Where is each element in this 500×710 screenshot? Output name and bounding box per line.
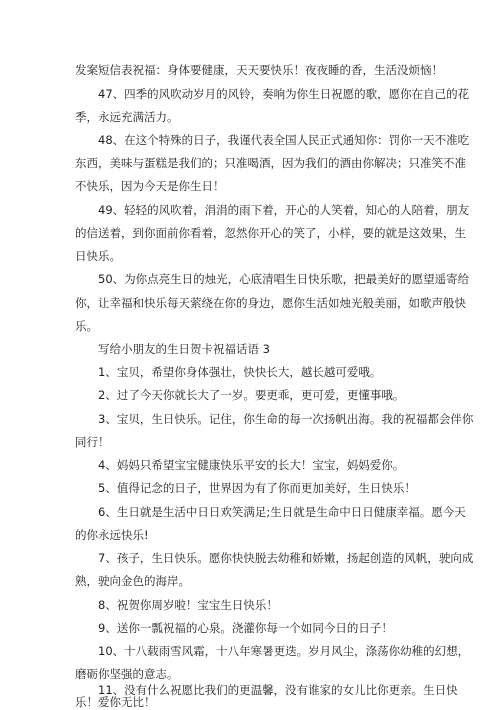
text-line: 9、送你一瓢祝福的心泉。浇灌你每一个如同今日的日子！ (98, 621, 393, 635)
text-line: 6、生日就是生活中日日欢笑满足;生日就是生命中日日健康幸福。愿今天 (98, 505, 466, 519)
text-line: 4、妈妈只希望宝宝健康快乐平安的长大！宝宝，妈妈爱你。 (98, 458, 405, 472)
text-line: 熟，驶向金色的海岸。 (75, 574, 190, 588)
text-line: 乐。 (75, 319, 98, 333)
text-line: 10、十八载雨雪风霜，十八年寒暑更迭。岁月风尘，涤荡你幼稚的幻想， (98, 644, 470, 658)
text-line: 5、值得记念的日子，世界因为有了你而更加美好，生日快乐！ (98, 481, 416, 495)
text-line: 8、祝贺你周岁啦！宝宝生日快乐！ (98, 598, 278, 612)
text-line: 季，永远充满活力。 (75, 110, 179, 124)
text-line: 东西，美味与蛋糕是我们的；只准喝酒，因为我们的酒由你解决；只准笑不准 (75, 156, 466, 170)
text-line: 发案短信表祝福：身体要健康，天天要快乐！夜夜睡的香，生活没烦恼！ (75, 63, 443, 77)
text-line: 7、孩子，生日快乐。愿你快快脱去幼稚和娇嫩，扬起创造的风帆，驶向成 (98, 551, 474, 565)
text-line: 的你永远快乐! (75, 528, 149, 542)
text-line: 49、轻轻的风吹着，涓涓的雨下着，开心的人笑着，知心的人陪着，朋友 (98, 203, 470, 217)
text-line: 乐！爱你无比！ (75, 695, 156, 709)
text-line: 47、四季的风吹动岁月的风铃，奏响为你生日祝愿的歌，愿你在自己的花 (98, 87, 470, 101)
text-line: 同行！ (75, 435, 110, 449)
text-line: 磨砺你坚强的意志。 (75, 667, 179, 681)
text-line: 不快乐，因为今天是你生日！ (75, 179, 225, 193)
text-line: 日快乐。 (75, 249, 121, 263)
text-line: 的信送着，到你面前你看着，忽然你开心的笑了，小样，要的就是这效果，生 (75, 226, 466, 240)
section-heading: 写给小朋友的生日贺卡祝福话语 3 (98, 342, 270, 356)
text-line: 1、宝贝，希望你身体强壮，快快长大，越长越可爱哦。 (98, 365, 382, 379)
text-line: 50、为你点亮生日的烛光，心底清唱生日快乐歌，把最美好的愿望遥寄给 (98, 272, 470, 286)
text-line: 11、没有什么祝愿比我们的更温馨，没有谁家的女儿比你更亲。生日快 (98, 683, 458, 697)
text-line: 2、过了今天你就长大了一岁。要更乖，更可爱，更懂事哦。 (98, 388, 405, 402)
text-line: 48、在这个特殊的日子，我谨代表全国人民正式通知你：罚你一天不准吃 (98, 133, 470, 147)
text-line: 你，让幸福和快乐每天萦绕在你的身边，愿你生活如烛光般美丽，如歌声般快 (75, 296, 466, 310)
text-line: 3、宝贝，生日快乐。记住，你生命的每一次扬帆出海。我的祝福都会伴你 (98, 412, 474, 426)
